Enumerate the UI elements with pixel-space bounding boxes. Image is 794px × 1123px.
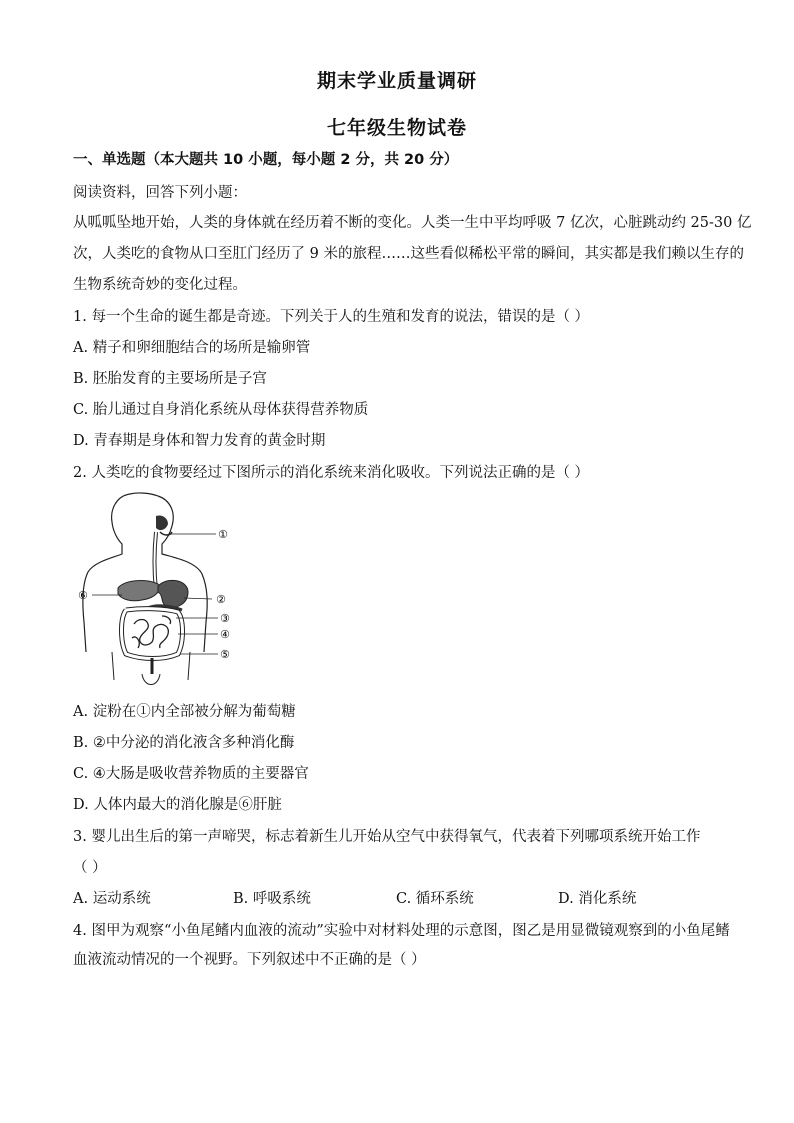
question-2-stem: 2. 人类吃的食物要经过下图所示的消化系统来消化吸收。下列说法正确的是（ ） <box>73 465 590 481</box>
figure-label-6: ⑥ <box>78 589 88 602</box>
figure-label-5: ⑤ <box>220 648 230 661</box>
passage-intro: 阅读资料，回答下列小题： <box>73 185 247 201</box>
question-2-option-b: B. ②中分泌的消化液含多种消化酶 <box>73 735 295 751</box>
figure-label-1: ① <box>218 528 228 541</box>
question-1-stem: 1. 每一个生命的诞生都是奇迹。下列关于人的生殖和发育的说法，错误的是（ ） <box>73 309 590 325</box>
question-1-option-a: A. 精子和卵细胞结合的场所是输卵管 <box>73 340 311 356</box>
exam-title: 期末学业质量调研 <box>316 70 477 92</box>
section-heading: 一、单选题（本大题共 10 小题，每小题 2 分，共 20 分） <box>73 152 459 168</box>
passage-line: 从呱呱坠地开始，人类的身体就在经历着不断的变化。人类一生中平均呼吸 7 亿次，心脏跳动约 25-30 亿 <box>73 215 752 231</box>
question-2-option-c: C. ④大肠是吸收营养物质的主要器官 <box>73 766 309 782</box>
figure-label-3: ③ <box>220 612 230 625</box>
passage-line: 生物系统奇妙的变化过程。 <box>73 277 247 293</box>
question-3-option-d: D. 消化系统 <box>558 891 637 907</box>
question-3-option-c: C. 循环系统 <box>396 891 474 907</box>
passage-line: 次，人类吃的食物从口至肛门经历了 9 米的旅程……这些看似稀松平常的瞬间，其实都是我们赖以生存的 <box>73 246 744 262</box>
question-1-option-d: D. 青春期是身体和智力发育的黄金时期 <box>73 433 326 449</box>
figure-label-4: ④ <box>220 628 230 641</box>
question-1-option-b: B. 胚胎发育的主要场所是子宫 <box>73 371 267 387</box>
exam-subtitle: 七年级生物试卷 <box>326 117 467 139</box>
question-4-stem: 4. 图甲为观察“小鱼尾鳍内血液的流动”实验中对材料处理的示意图，图乙是用显微镜观察到的小鱼尾鳍 <box>73 923 730 939</box>
digestive-system-diagram <box>72 492 244 688</box>
question-3-stem: 3. 婴儿出生后的第一声啼哭，标志着新生儿开始从空气中获得氧气，代表着下列哪项系统开始工作 <box>73 829 701 845</box>
figure-label-2: ② <box>216 593 226 606</box>
digestive-system-figure <box>72 492 244 688</box>
question-2-option-d: D. 人体内最大的消化腺是⑥肝脏 <box>73 797 282 813</box>
question-2-option-a: A. 淀粉在①内全部被分解为葡萄糖 <box>73 704 296 720</box>
question-1-option-c: C. 胎儿通过自身消化系统从母体获得营养物质 <box>73 402 369 418</box>
question-4-stem-cont: 血液流动情况的一个视野。下列叙述中不正确的是（ ） <box>73 952 426 968</box>
question-3-stem-cont: （ ） <box>73 860 107 876</box>
question-3-option-b: B. 呼吸系统 <box>233 891 311 907</box>
question-3-option-a: A. 运动系统 <box>73 891 151 907</box>
